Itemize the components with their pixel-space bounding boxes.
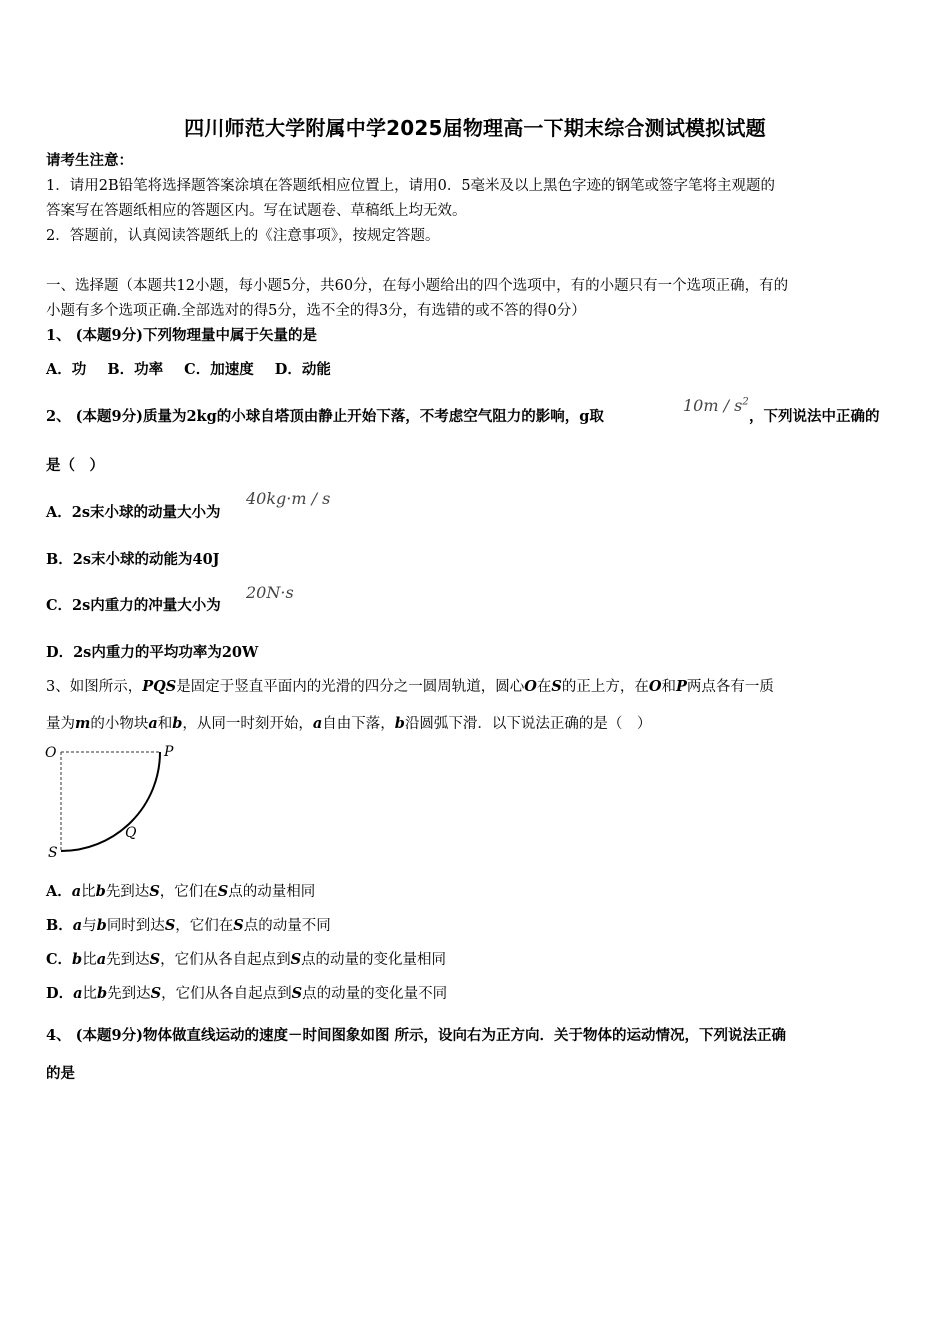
q3-stem-line-1: 3、如图所示，PQS是固定于竖直平面内的光滑的四分之一圆周轨道，圆心O在S的正上方，在O和P两点各有一质: [46, 678, 774, 695]
q3-option-d: D．a比b先到达S，它们从各自起点到S点的动量的变化量不同: [46, 985, 448, 1002]
q1-option-c: C．加速度: [184, 361, 254, 378]
page-title: 四川师范大学附属中学2025届物理高一下期末综合测试模拟试题: [184, 116, 766, 140]
q1-stem: 1、 (本题9分)下列物理量中属于矢量的是: [46, 327, 317, 344]
fig-label-p: P: [164, 744, 174, 760]
notice-line-1b: 答案写在答题纸相应的答题区内。写在试题卷、草稿纸上均无效。: [46, 203, 467, 219]
notice-line-1: 1．请用2B铅笔将选择题答案涂填在答题纸相应位置上，请用0．5毫米及以上黑色字迹的钢笔或签字笔将主观题的: [46, 178, 776, 194]
q1-options: [46, 360, 331, 380]
q1-option-a: A．功: [46, 361, 87, 378]
arc-track: [61, 752, 160, 851]
q2-option-c-math: 20N·s: [246, 583, 294, 602]
q1-option-b: B．功率: [107, 361, 164, 378]
section-heading-line-2: 小题有多个选项正确.全部选对的得5分，选不全的得3分，有选错的或不答的得0分）: [46, 303, 586, 319]
q2-option-c: C．2s内重力的冲量大小为: [46, 597, 221, 614]
q2-option-b: B．2s末小球的动能为40J: [46, 551, 220, 568]
q1-option-d: D．动能: [274, 361, 331, 378]
q3-option-c: C．b比a先到达S，它们从各自起点到S点的动量的变化量相同: [46, 951, 447, 968]
q2-option-d: D．2s内重力的平均功率为20W: [46, 644, 259, 661]
q2-stem-a: 2、 (本题9分)质量为2kg的小球自塔顶由静止开始下落，不考虑空气阻力的影响，g取: [46, 408, 604, 425]
q2-option-a: A．2s末小球的动量大小为: [46, 504, 221, 521]
fig-label-s: S: [48, 845, 58, 861]
notice-line-2: 2．答题前，认真阅读答题纸上的《注意事项》，按规定答题。: [46, 228, 440, 244]
q2-g-value: $10m / s^2$: [683, 396, 749, 415]
fig-label-q: Q: [125, 825, 137, 841]
q4-stem-line-1: 4、 (本题9分)物体做直线运动的速度－时间图象如图 所示，设向右为正方向．关于物体的运动情况，下列说法正确: [46, 1027, 786, 1044]
q2-stem-b: ，下列说法中正确的: [749, 408, 880, 425]
q4-stem-line-2: 的是: [46, 1065, 75, 1082]
q3-stem-line-2: 量为m的小物块a和b，从同一时刻开始，a自由下落，b沿圆弧下滑．以下说法正确的是（ ）: [46, 715, 652, 732]
q3-option-a: A．a比b先到达S，它们在S点的动量相同: [46, 883, 316, 900]
fig-label-o: O: [45, 745, 57, 761]
q3-option-b: B．a与b同时到达S，它们在S点的动量不同: [46, 917, 331, 934]
notice-heading: 请考生注意：: [46, 152, 133, 169]
q2-stem-c: 是（ ）: [46, 457, 104, 474]
quarter-circle-track-figure: [40, 738, 190, 864]
q2-option-a-math: 40kg·m / s: [246, 489, 331, 508]
section-heading-line-1: 一、选择题（本题共12小题，每小题5分，共60分，在每小题给出的四个选项中，有的小题只有一个选项正确，有的: [46, 278, 789, 294]
